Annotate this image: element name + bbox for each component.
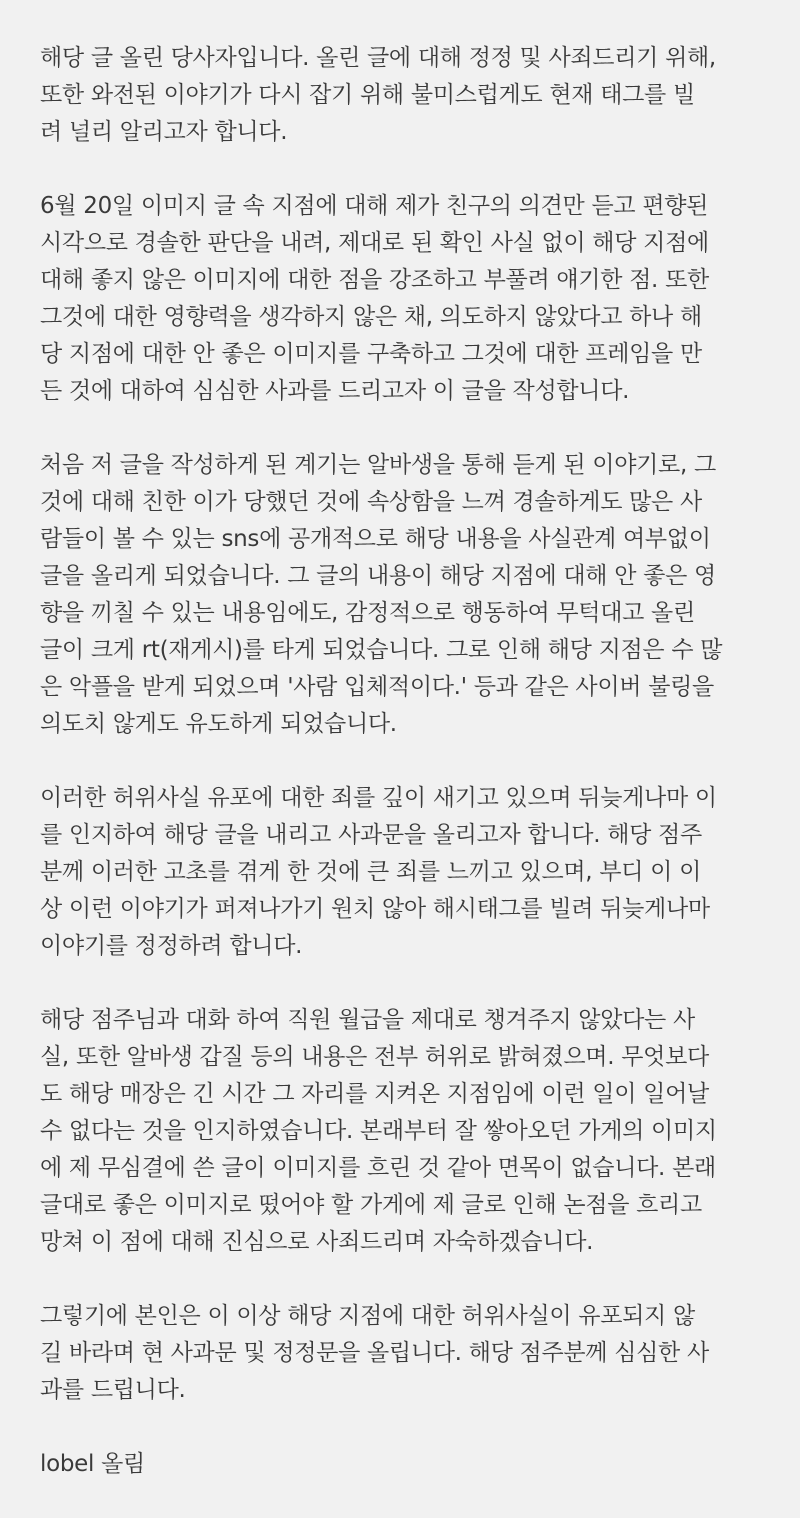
paragraph-facts	[40, 1002, 780, 1261]
text-line: 대해 좋지 않은 이미지에 대한 점을 강조하고 부풀려 얘기한 점. 또한	[40, 267, 709, 293]
text-line: 해당 점주님과 대화 하여 직원 월급을 제대로 챙겨주지 않았다는 사	[40, 1007, 695, 1033]
text-line: 를 인지하여 해당 글을 내리고 사과문을 올리고자 합니다. 해당 점주	[40, 822, 702, 848]
text-line: 도 해당 매장은 긴 시간 그 자리를 지켜온 지점임에 이런 일이 일어날	[40, 1081, 709, 1107]
text-line: 그렇기에 본인은 이 이상 해당 지점에 대한 허위사실이 유포되지 않	[40, 1303, 695, 1329]
paragraph-apology-reason	[40, 188, 780, 410]
text-line: 글이 크게 rt(재게시)를 타게 되었습니다. 그로 인해 해당 지점은 수 많	[40, 637, 723, 663]
text-line: 그것에 대한 영향력을 생각하지 않은 채, 의도하지 않았다고 하나 해	[40, 304, 702, 330]
text-line: 길 바라며 현 사과문 및 정정문을 올립니다. 해당 점주분께 심심한 사	[40, 1340, 709, 1366]
text-line: 시각으로 경솔한 판단을 내려, 제대로 된 확인 사실 없이 해당 지점에	[40, 230, 709, 256]
text-line: 해당 글 올린 당사자입니다. 올린 글에 대해 정정 및 사죄드리기 위해,	[40, 45, 716, 71]
text-line: 실, 또한 알바생 갑질 등의 내용은 전부 허위로 밝혀졌으며. 무엇보다	[40, 1044, 709, 1070]
text-line: 든 것에 대하여 심심한 사과를 드리고자 이 글을 작성합니다.	[40, 378, 630, 404]
text-line: 에 제 무심결에 쓴 글이 이미지를 흐린 것 같아 면목이 없습니다. 본래	[40, 1155, 716, 1181]
signature-text: lobel 올림	[40, 1451, 145, 1477]
text-line: 것에 대해 친한 이가 당했던 것에 속상함을 느껴 경솔하게도 많은 사	[40, 489, 702, 515]
text-line: 상 이런 이야기가 퍼져나가기 원치 않아 해시태그를 빌려 뒤늦게나마	[40, 896, 710, 922]
apology-post	[40, 40, 780, 1483]
text-line: 과를 드립니다.	[40, 1377, 186, 1403]
text-line: 려 널리 알리고자 합니다.	[40, 119, 288, 145]
text-line: 이야기를 정정하려 합니다.	[40, 933, 303, 959]
text-line: 당 지점에 대한 안 좋은 이미지를 구축하고 그것에 대한 프레임을 만	[40, 341, 702, 367]
text-line: 망쳐 이 점에 대해 진심으로 사죄드리며 자숙하겠습니다.	[40, 1229, 594, 1255]
text-line: 향을 끼칠 수 있는 내용임에도, 감정적으로 행동하여 무턱대고 올린	[40, 600, 695, 626]
paragraph-closing	[40, 1298, 780, 1409]
text-line: 글을 올리게 되었습니다. 그 글의 내용이 해당 지점에 대해 안 좋은 영	[40, 563, 716, 589]
paragraph-correction	[40, 780, 780, 965]
text-line: 분께 이러한 고초를 겪게 한 것에 큰 죄를 느끼고 있으며, 부디 이 이	[40, 859, 702, 885]
text-line: 은 악플을 받게 되었으며 '사람 입체적이다.' 등과 같은 사이버 불링을	[40, 674, 714, 700]
text-line: 또한 와전된 이야기가 다시 잡기 위해 불미스럽게도 현재 태그를 빌	[40, 82, 695, 108]
signature	[40, 1446, 780, 1483]
text-line: 글대로 좋은 이미지로 떴어야 할 가게에 제 글로 인해 논점을 흐리고	[40, 1192, 702, 1218]
text-line: 6월 20일 이미지 글 속 지점에 대해 제가 친구의 의견만 듣고 편향된	[40, 193, 709, 219]
text-line: 처음 저 글을 작성하게 된 계기는 알바생을 통해 듣게 된 이야기로, 그	[40, 452, 716, 478]
text-line: 람들이 볼 수 있는 sns에 공개적으로 해당 내용을 사실관계 여부없이	[40, 526, 711, 552]
paragraph-intro	[40, 40, 780, 151]
text-line: 이러한 허위사실 유포에 대한 죄를 깊이 새기고 있으며 뒤늦게나마 이	[40, 785, 717, 811]
text-line: 수 없다는 것을 인지하였습니다. 본래부터 잘 쌓아오던 가게의 이미지	[40, 1118, 717, 1144]
paragraph-background	[40, 447, 780, 743]
text-line: 의도치 않게도 유도하게 되었습니다.	[40, 711, 397, 737]
